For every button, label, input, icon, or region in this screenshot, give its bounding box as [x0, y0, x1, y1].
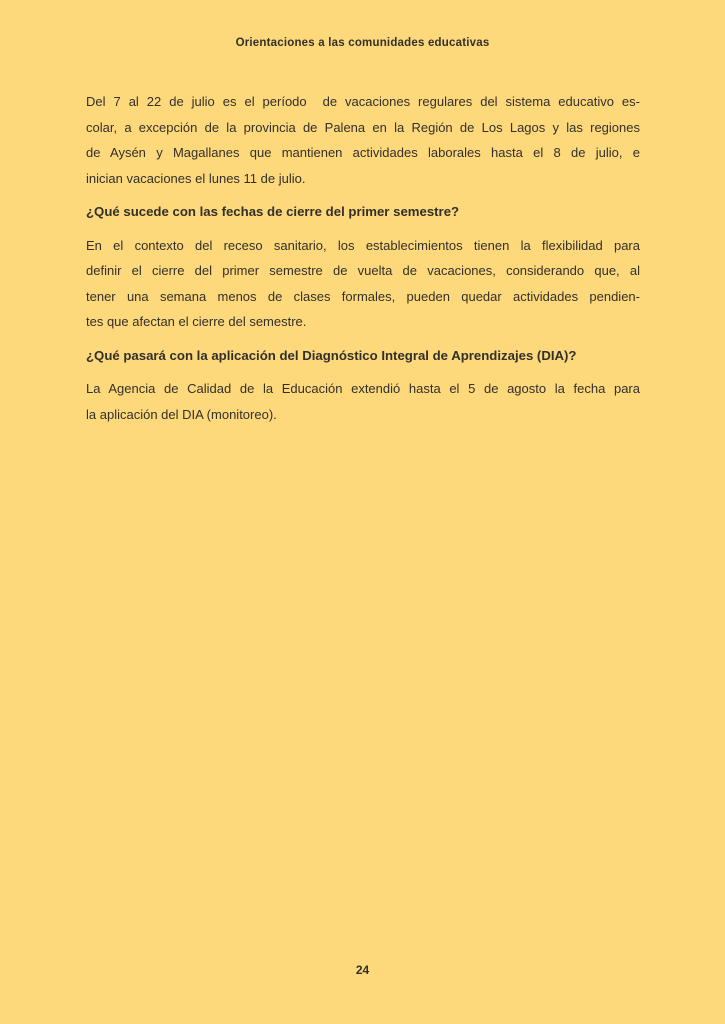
page-number: 24: [355, 963, 370, 977]
section-heading: [86, 343, 640, 369]
text-line: La Agencia de Calidad de la Educación extendió hasta el 5 de agosto la fecha para: [86, 381, 640, 396]
text-line: colar, a excepción de la provincia de Palena en la Región de Los Lagos y las regiones: [86, 119, 640, 135]
paragraph: [86, 233, 640, 335]
paragraph: [86, 89, 640, 191]
text-line: En el contexto del receso sanitario, los establecimientos tienen la flexibilidad para: [86, 237, 640, 253]
text-line: tes que afectan el cierre del semestre.: [86, 314, 307, 329]
paragraph: [86, 376, 640, 427]
text-line: tener una semana menos de clases formales, pueden quedar actividades pendien-: [86, 288, 640, 304]
running-header: Orientaciones a las comunidades educativas: [235, 37, 490, 49]
section-heading: [86, 199, 640, 225]
heading-text: ¿Qué sucede con las fechas de cierre del primer semestre?: [86, 204, 460, 219]
text-line: de Aysén y Magallanes que mantienen actividades laborales hasta el 8 de julio, e: [86, 145, 640, 160]
heading-text: ¿Qué pasará con la aplicación del Diagnóstico Integral de Aprendizajes (DIA)?: [86, 347, 577, 363]
page-content: [86, 89, 640, 435]
text-line: la aplicación del DIA (monitoreo).: [86, 406, 277, 422]
text-line: inician vacaciones el lunes 11 de julio.: [86, 170, 306, 186]
text-line: definir el cierre del primer semestre de vuelta de vacaciones, considerando que, al: [86, 263, 640, 278]
text-line: Del 7 al 22 de julio es el período de vacaciones regulares del sistema educativo es-: [86, 94, 640, 109]
